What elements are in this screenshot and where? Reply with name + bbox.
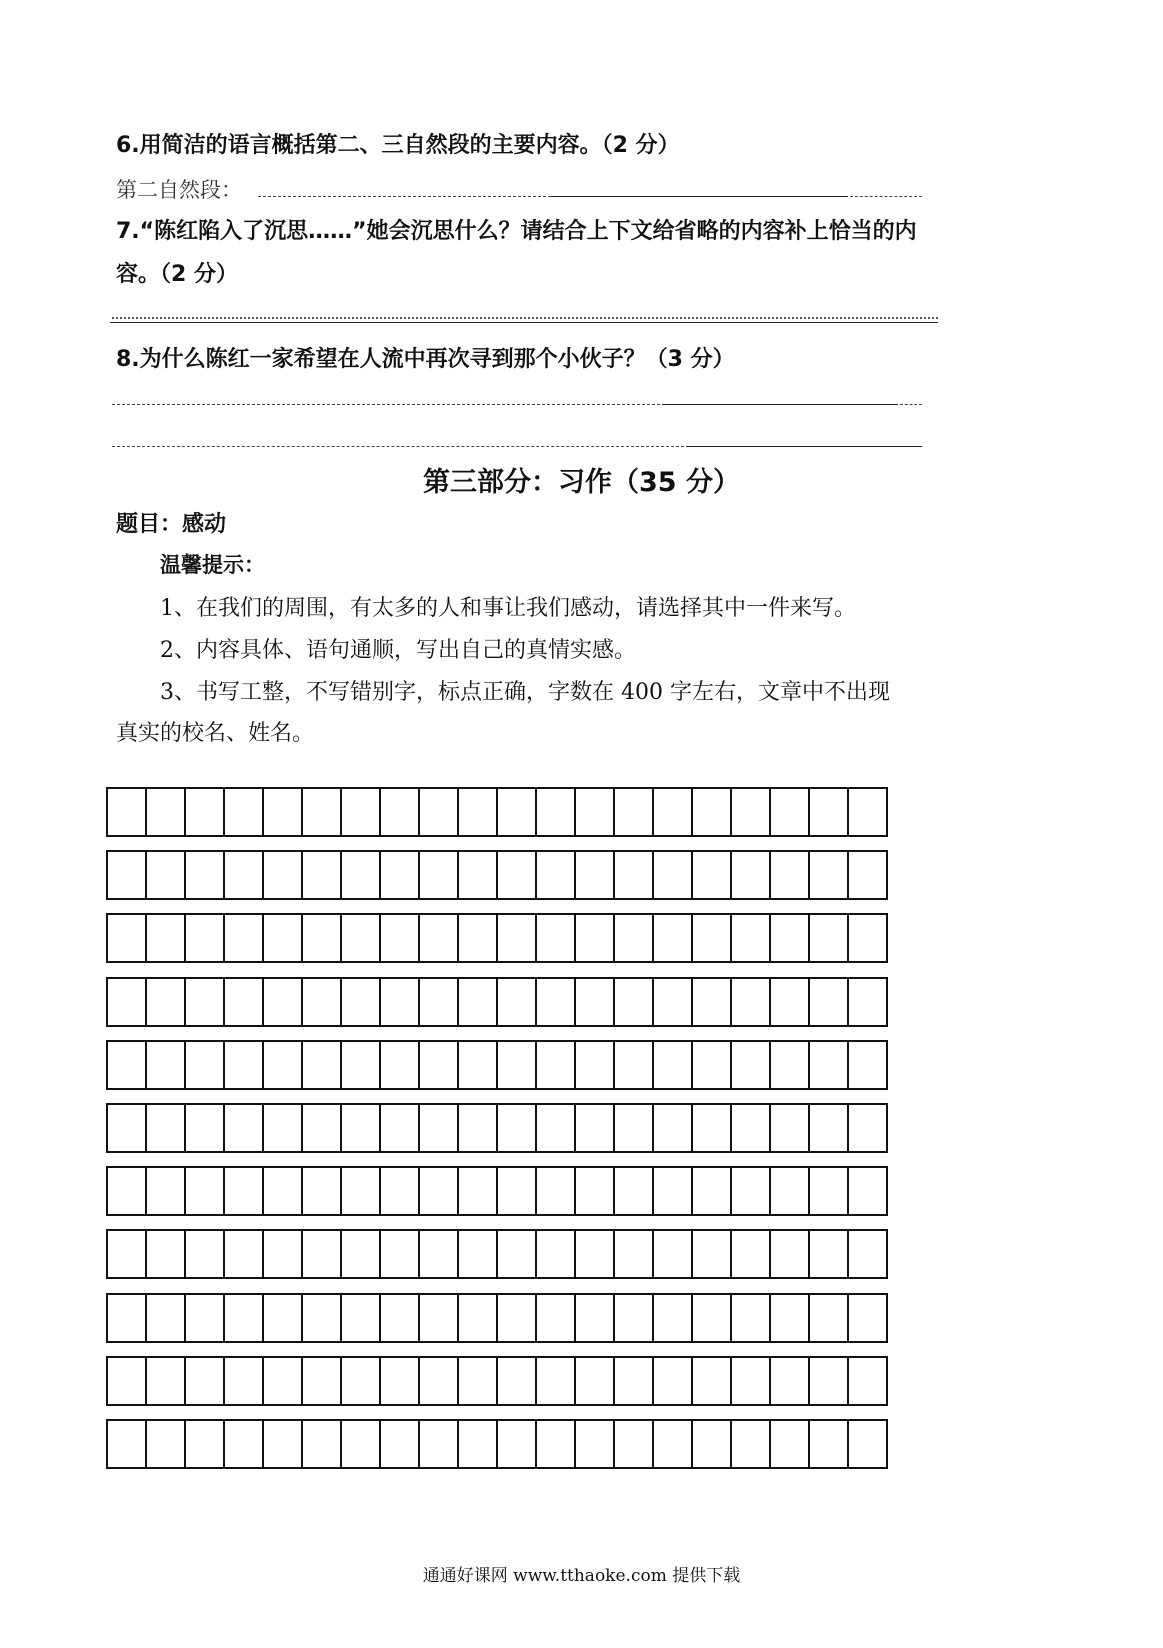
- writing-grid-cell[interactable]: [496, 1356, 537, 1406]
- writing-grid-row: [106, 913, 928, 963]
- writing-grid-cell[interactable]: [184, 1356, 225, 1406]
- writing-grid-cell[interactable]: [457, 1229, 498, 1279]
- writing-grid-cell[interactable]: [808, 850, 849, 900]
- writing-grid-cell[interactable]: [106, 1229, 147, 1279]
- writing-grid-cell[interactable]: [652, 977, 693, 1027]
- writing-grid-cell[interactable]: [379, 1356, 420, 1406]
- writing-grid-cell[interactable]: [691, 1356, 732, 1406]
- writing-grid-cell[interactable]: [574, 913, 615, 963]
- tip-1: 1、在我们的周围，有太多的人和事让我们感动，请选择其中一件来写。: [160, 596, 856, 621]
- writing-grid-cell[interactable]: [340, 850, 381, 900]
- writing-grid-cell[interactable]: [847, 1040, 888, 1090]
- writing-grid-cell[interactable]: [223, 913, 264, 963]
- writing-grid-row: [106, 1229, 928, 1279]
- writing-grid-cell[interactable]: [301, 977, 342, 1027]
- writing-grid-row: [106, 1166, 928, 1216]
- writing-grid-cell[interactable]: [145, 787, 186, 837]
- writing-grid-cell[interactable]: [730, 1103, 771, 1153]
- writing-grid-cell[interactable]: [535, 1103, 576, 1153]
- writing-grid-row: [106, 1103, 928, 1153]
- writing-grid-cell[interactable]: [847, 1103, 888, 1153]
- writing-grid-cell[interactable]: [808, 977, 849, 1027]
- writing-grid-cell[interactable]: [145, 1293, 186, 1343]
- writing-grid-cell[interactable]: [145, 850, 186, 900]
- writing-grid-cell[interactable]: [847, 787, 888, 837]
- writing-grid-cell[interactable]: [613, 1103, 654, 1153]
- writing-grid-cell[interactable]: [379, 1166, 420, 1216]
- writing-grid-cell[interactable]: [457, 850, 498, 900]
- writing-grid-cell[interactable]: [652, 787, 693, 837]
- writing-grid-cell[interactable]: [769, 1229, 810, 1279]
- writing-grid-cell[interactable]: [223, 850, 264, 900]
- q8-answer-line-2b[interactable]: [686, 446, 922, 447]
- writing-grid-cell[interactable]: [730, 1356, 771, 1406]
- writing-grid-cell[interactable]: [574, 1040, 615, 1090]
- writing-grid-cell[interactable]: [652, 913, 693, 963]
- writing-grid-cell[interactable]: [847, 1166, 888, 1216]
- writing-grid-cell[interactable]: [262, 1229, 303, 1279]
- writing-grid-row: [106, 1293, 928, 1343]
- writing-grid-cell[interactable]: [574, 787, 615, 837]
- writing-grid-cell[interactable]: [457, 913, 498, 963]
- writing-grid-cell[interactable]: [535, 787, 576, 837]
- writing-grid-cell[interactable]: [184, 1419, 225, 1469]
- q6-answer-line-b[interactable]: [551, 196, 848, 197]
- writing-grid-cell[interactable]: [106, 913, 147, 963]
- writing-grid-cell[interactable]: [574, 1419, 615, 1469]
- writing-grid-cell[interactable]: [418, 913, 459, 963]
- writing-grid-cell[interactable]: [418, 1356, 459, 1406]
- writing-grid-cell[interactable]: [262, 1293, 303, 1343]
- writing-grid-cell[interactable]: [340, 1229, 381, 1279]
- writing-grid-cell[interactable]: [496, 1103, 537, 1153]
- q6-answer-line-c[interactable]: [850, 196, 922, 197]
- writing-grid-cell[interactable]: [691, 1103, 732, 1153]
- writing-grid-cell[interactable]: [730, 1229, 771, 1279]
- writing-grid-cell[interactable]: [769, 1293, 810, 1343]
- writing-grid-cell[interactable]: [301, 913, 342, 963]
- writing-grid-cell[interactable]: [613, 1166, 654, 1216]
- writing-grid-cell[interactable]: [691, 1166, 732, 1216]
- writing-grid-cell[interactable]: [379, 1103, 420, 1153]
- writing-grid-cell[interactable]: [730, 1293, 771, 1343]
- writing-grid-cell[interactable]: [496, 1229, 537, 1279]
- writing-grid-cell[interactable]: [301, 850, 342, 900]
- writing-grid-cell[interactable]: [145, 1040, 186, 1090]
- writing-grid-row: [106, 787, 928, 837]
- writing-grid-cell[interactable]: [574, 1166, 615, 1216]
- writing-grid-cell[interactable]: [457, 1103, 498, 1153]
- writing-grid-cell[interactable]: [613, 1356, 654, 1406]
- writing-grid-cell[interactable]: [262, 913, 303, 963]
- part3-title: 第三部分：习作（35 分）: [423, 467, 740, 498]
- writing-grid-cell[interactable]: [145, 1103, 186, 1153]
- writing-grid-cell[interactable]: [691, 1419, 732, 1469]
- writing-grid-cell[interactable]: [457, 1293, 498, 1343]
- writing-grid-cell[interactable]: [847, 850, 888, 900]
- writing-grid-cell[interactable]: [808, 1356, 849, 1406]
- writing-grid-cell[interactable]: [340, 913, 381, 963]
- writing-grid-cell[interactable]: [730, 1419, 771, 1469]
- writing-grid-cell[interactable]: [262, 1166, 303, 1216]
- writing-grid-cell[interactable]: [691, 1040, 732, 1090]
- writing-grid-cell[interactable]: [847, 1293, 888, 1343]
- writing-grid-cell[interactable]: [223, 1040, 264, 1090]
- writing-grid-cell[interactable]: [223, 977, 264, 1027]
- writing-grid-cell[interactable]: [340, 1419, 381, 1469]
- writing-grid-cell[interactable]: [769, 913, 810, 963]
- writing-grid-cell[interactable]: [340, 1293, 381, 1343]
- writing-grid-cell[interactable]: [106, 1040, 147, 1090]
- writing-grid-cell[interactable]: [847, 913, 888, 963]
- writing-grid-cell[interactable]: [730, 787, 771, 837]
- writing-grid-cell[interactable]: [223, 1166, 264, 1216]
- writing-grid-cell[interactable]: [262, 1103, 303, 1153]
- writing-grid-cell[interactable]: [418, 1040, 459, 1090]
- writing-grid-cell[interactable]: [457, 1166, 498, 1216]
- writing-grid-cell[interactable]: [613, 787, 654, 837]
- question-7-line2: 容。（2 分）: [116, 262, 238, 287]
- writing-grid-cell[interactable]: [613, 977, 654, 1027]
- tip-2: 2、内容具体、语句通顺，写出自己的真情实感。: [160, 638, 636, 663]
- writing-grid-cell[interactable]: [730, 977, 771, 1027]
- q8-answer-line-1b[interactable]: [662, 404, 898, 405]
- writing-grid-cell[interactable]: [652, 1103, 693, 1153]
- q6-answer-label: 第二自然段：: [116, 178, 242, 202]
- writing-grid-cell[interactable]: [184, 1040, 225, 1090]
- writing-grid-cell[interactable]: [262, 787, 303, 837]
- writing-grid-cell[interactable]: [223, 1419, 264, 1469]
- writing-grid-cell[interactable]: [691, 850, 732, 900]
- writing-grid-cell[interactable]: [847, 1419, 888, 1469]
- writing-grid-cell[interactable]: [496, 1293, 537, 1343]
- writing-grid-cell[interactable]: [769, 850, 810, 900]
- writing-grid-cell[interactable]: [418, 850, 459, 900]
- writing-grid-cell[interactable]: [691, 913, 732, 963]
- writing-grid-cell[interactable]: [301, 1356, 342, 1406]
- writing-grid-cell[interactable]: [808, 1103, 849, 1153]
- q7-answer-line[interactable]: [110, 322, 938, 323]
- writing-grid-cell[interactable]: [223, 1356, 264, 1406]
- writing-grid-cell[interactable]: [301, 1293, 342, 1343]
- writing-grid-cell[interactable]: [808, 787, 849, 837]
- q8-answer-line-2a[interactable]: [112, 446, 684, 447]
- writing-grid-cell[interactable]: [691, 787, 732, 837]
- writing-grid-cell[interactable]: [418, 1166, 459, 1216]
- writing-grid-cell[interactable]: [184, 1103, 225, 1153]
- question-7-line1: 7.“陈红陷入了沉思……”她会沉思什么？请结合上下文给省略的内容补上恰当的内: [116, 219, 917, 244]
- writing-grid-cell[interactable]: [613, 1040, 654, 1090]
- writing-grid-cell[interactable]: [262, 977, 303, 1027]
- writing-grid-cell[interactable]: [691, 977, 732, 1027]
- writing-grid-cell[interactable]: [106, 1166, 147, 1216]
- writing-grid-cell[interactable]: [535, 977, 576, 1027]
- writing-grid-cell[interactable]: [457, 1419, 498, 1469]
- question-6: 6.用简洁的语言概括第二、三自然段的主要内容。（2 分）: [116, 133, 680, 158]
- question-8: 8.为什么陈红一家希望在人流中再次寻到那个小伙子？（3 分）: [116, 347, 735, 372]
- writing-grid-cell[interactable]: [418, 1229, 459, 1279]
- writing-grid-cell[interactable]: [847, 1356, 888, 1406]
- writing-grid-cell[interactable]: [574, 1356, 615, 1406]
- writing-grid-cell[interactable]: [652, 1293, 693, 1343]
- writing-grid-cell[interactable]: [223, 1293, 264, 1343]
- writing-grid-cell[interactable]: [613, 913, 654, 963]
- q8-answer-line-1c[interactable]: [900, 404, 922, 405]
- writing-grid-cell[interactable]: [379, 1040, 420, 1090]
- writing-grid-cell[interactable]: [769, 977, 810, 1027]
- writing-grid-cell[interactable]: [379, 1293, 420, 1343]
- writing-grid-cell[interactable]: [340, 1356, 381, 1406]
- writing-grid-cell[interactable]: [418, 1419, 459, 1469]
- writing-grid-cell[interactable]: [535, 1419, 576, 1469]
- writing-grid-cell[interactable]: [184, 850, 225, 900]
- q6-answer-line-a[interactable]: [258, 196, 551, 197]
- writing-grid-cell[interactable]: [223, 1229, 264, 1279]
- writing-grid-cell[interactable]: [652, 1419, 693, 1469]
- writing-grid-cell[interactable]: [496, 977, 537, 1027]
- writing-grid-cell[interactable]: [808, 1166, 849, 1216]
- writing-grid-cell[interactable]: [184, 977, 225, 1027]
- writing-grid-cell[interactable]: [613, 1293, 654, 1343]
- writing-grid-cell[interactable]: [379, 850, 420, 900]
- writing-grid-cell[interactable]: [262, 1419, 303, 1469]
- writing-grid-cell[interactable]: [457, 1040, 498, 1090]
- writing-grid-cell[interactable]: [262, 850, 303, 900]
- footer-credit: 通通好课网 www.tthaoke.com 提供下载: [422, 1566, 741, 1586]
- writing-grid-cell[interactable]: [652, 1166, 693, 1216]
- writing-grid-cell[interactable]: [730, 1166, 771, 1216]
- writing-grid-cell[interactable]: [730, 1040, 771, 1090]
- writing-grid-cell[interactable]: [652, 850, 693, 900]
- writing-grid-cell[interactable]: [769, 1040, 810, 1090]
- writing-grid-cell[interactable]: [808, 1293, 849, 1343]
- writing-grid-cell[interactable]: [379, 1419, 420, 1469]
- writing-grid-cell[interactable]: [457, 977, 498, 1027]
- writing-grid-cell[interactable]: [301, 1419, 342, 1469]
- writing-grid-cell[interactable]: [145, 977, 186, 1027]
- writing-grid-cell[interactable]: [808, 1040, 849, 1090]
- writing-grid-cell[interactable]: [184, 913, 225, 963]
- writing-grid-cell[interactable]: [106, 1356, 147, 1406]
- writing-grid-cell[interactable]: [418, 977, 459, 1027]
- writing-grid-cell[interactable]: [145, 1356, 186, 1406]
- writing-grid-cell[interactable]: [145, 1229, 186, 1279]
- writing-grid-cell[interactable]: [574, 1103, 615, 1153]
- writing-grid-cell[interactable]: [301, 787, 342, 837]
- writing-grid-cell[interactable]: [535, 913, 576, 963]
- writing-grid-cell[interactable]: [808, 1419, 849, 1469]
- writing-grid-cell[interactable]: [496, 850, 537, 900]
- writing-grid-cell[interactable]: [379, 977, 420, 1027]
- writing-grid-cell[interactable]: [340, 1103, 381, 1153]
- q8-answer-line-1a[interactable]: [112, 404, 660, 405]
- writing-grid-cell[interactable]: [847, 1229, 888, 1279]
- writing-grid-row: [106, 1419, 928, 1469]
- writing-grid-row: [106, 1040, 928, 1090]
- writing-grid-cell[interactable]: [808, 1229, 849, 1279]
- writing-grid-cell[interactable]: [301, 1103, 342, 1153]
- writing-grid-cell[interactable]: [535, 850, 576, 900]
- writing-grid-cell[interactable]: [574, 850, 615, 900]
- q7-answer-dots: [112, 317, 938, 319]
- writing-grid-cell[interactable]: [535, 1229, 576, 1279]
- writing-grid-cell[interactable]: [535, 1293, 576, 1343]
- writing-grid-cell[interactable]: [574, 1229, 615, 1279]
- writing-grid-cell[interactable]: [769, 1419, 810, 1469]
- writing-grid-cell[interactable]: [379, 787, 420, 837]
- writing-grid-cell[interactable]: [184, 787, 225, 837]
- tip-3: 3、书写工整，不写错别字，标点正确，字数在 400 字左右，文章中不出现: [160, 680, 890, 705]
- writing-grid-cell[interactable]: [496, 1166, 537, 1216]
- writing-grid-cell[interactable]: [847, 977, 888, 1027]
- writing-grid-cell[interactable]: [496, 913, 537, 963]
- writing-grid-cell[interactable]: [496, 787, 537, 837]
- writing-grid-cell[interactable]: [457, 1356, 498, 1406]
- writing-grid-cell[interactable]: [223, 787, 264, 837]
- writing-grid-cell[interactable]: [145, 1419, 186, 1469]
- writing-grid-cell[interactable]: [106, 787, 147, 837]
- writing-grid-cell[interactable]: [730, 850, 771, 900]
- writing-grid-row: [106, 977, 928, 1027]
- writing-grid-cell[interactable]: [145, 1166, 186, 1216]
- writing-grid-cell[interactable]: [730, 913, 771, 963]
- writing-grid-cell[interactable]: [301, 1229, 342, 1279]
- writing-grid-cell[interactable]: [223, 1103, 264, 1153]
- writing-grid-cell[interactable]: [418, 1293, 459, 1343]
- tip-3-continued: 真实的校名、姓名。: [116, 721, 315, 746]
- writing-grid-cell[interactable]: [652, 1356, 693, 1406]
- writing-grid-cell[interactable]: [379, 913, 420, 963]
- writing-grid-cell[interactable]: [769, 787, 810, 837]
- essay-topic: 题目：感动: [116, 512, 227, 537]
- writing-grid-cell[interactable]: [106, 1293, 147, 1343]
- writing-grid-cell[interactable]: [613, 1419, 654, 1469]
- writing-grid-cell[interactable]: [535, 1166, 576, 1216]
- writing-grid-cell[interactable]: [262, 1356, 303, 1406]
- writing-grid-cell[interactable]: [418, 787, 459, 837]
- writing-grid-cell[interactable]: [418, 1103, 459, 1153]
- writing-grid-cell[interactable]: [496, 1040, 537, 1090]
- writing-grid-cell[interactable]: [106, 850, 147, 900]
- writing-grid-cell[interactable]: [340, 1040, 381, 1090]
- writing-grid-cell[interactable]: [769, 1103, 810, 1153]
- writing-grid-cell[interactable]: [613, 1229, 654, 1279]
- writing-grid-cell[interactable]: [691, 1293, 732, 1343]
- tips-heading: 温馨提示：: [160, 553, 265, 577]
- writing-grid-cell[interactable]: [340, 1166, 381, 1216]
- writing-grid-cell[interactable]: [340, 787, 381, 837]
- writing-grid-cell[interactable]: [613, 850, 654, 900]
- writing-grid-cell[interactable]: [457, 787, 498, 837]
- writing-grid-cell[interactable]: [574, 977, 615, 1027]
- writing-grid-cell[interactable]: [106, 977, 147, 1027]
- writing-grid-cell[interactable]: [184, 1293, 225, 1343]
- writing-grid-cell[interactable]: [379, 1229, 420, 1279]
- writing-grid-cell[interactable]: [769, 1356, 810, 1406]
- writing-grid-cell[interactable]: [535, 1040, 576, 1090]
- writing-grid-cell[interactable]: [184, 1166, 225, 1216]
- writing-grid-cell[interactable]: [652, 1229, 693, 1279]
- writing-grid-cell[interactable]: [496, 1419, 537, 1469]
- writing-grid-cell[interactable]: [106, 1419, 147, 1469]
- writing-grid-cell[interactable]: [301, 1040, 342, 1090]
- writing-grid-row: [106, 1356, 928, 1406]
- writing-grid-cell[interactable]: [808, 913, 849, 963]
- writing-grid-cell[interactable]: [691, 1229, 732, 1279]
- writing-grid-cell[interactable]: [106, 1103, 147, 1153]
- writing-grid-cell[interactable]: [262, 1040, 303, 1090]
- writing-grid-cell[interactable]: [652, 1040, 693, 1090]
- writing-grid-cell[interactable]: [769, 1166, 810, 1216]
- writing-grid-cell[interactable]: [145, 913, 186, 963]
- writing-grid-cell[interactable]: [340, 977, 381, 1027]
- writing-grid-cell[interactable]: [574, 1293, 615, 1343]
- writing-grid-cell[interactable]: [535, 1356, 576, 1406]
- writing-grid-cell[interactable]: [184, 1229, 225, 1279]
- writing-grid-cell[interactable]: [301, 1166, 342, 1216]
- writing-grid-row: [106, 850, 928, 900]
